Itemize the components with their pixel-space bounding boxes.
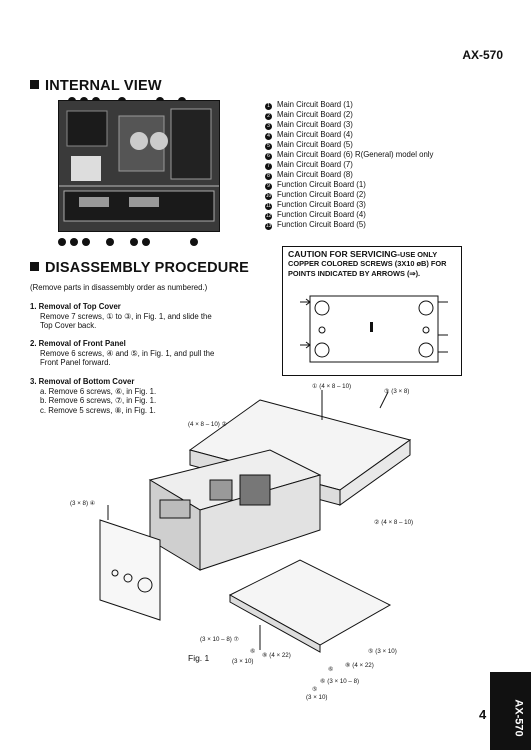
legend-item: 6 Main Circuit Board (6) R(General) model only xyxy=(265,150,433,160)
legend-item: 7 Main Circuit Board (7) xyxy=(265,160,433,170)
internal-view-illustration xyxy=(59,101,219,231)
screw-label: ⑧ (4 × 22) xyxy=(345,662,374,669)
internal-view-photo xyxy=(58,100,220,232)
legend-item: 1 Main Circuit Board (1) xyxy=(265,100,433,110)
callout-marker-icon xyxy=(130,238,138,246)
figure-caption: Fig. 1 xyxy=(188,653,210,663)
side-tab: AX-570 xyxy=(490,672,531,750)
callout-marker-icon xyxy=(142,238,150,246)
page-number: 4 xyxy=(479,707,487,722)
screw-label: ⑥ (3 × 10 – 8) xyxy=(320,678,360,685)
legend-item: 5 Main Circuit Board (5) xyxy=(265,140,433,150)
callout-marker-icon xyxy=(82,238,90,246)
screw-label: ⑥ xyxy=(250,648,256,655)
step-front-panel: 2. Removal of Front Panel Remove 6 screws, ④ and ⑤, in Fig. 1, and pull the Front Panel forward. xyxy=(30,339,215,368)
legend-item: 3 Main Circuit Board (3) xyxy=(265,120,433,130)
legend-item: 2 Main Circuit Board (2) xyxy=(265,110,433,120)
legend-item: 10 Function Circuit Board (2) xyxy=(265,190,366,199)
screw-label: ③ (3 × 8) xyxy=(384,388,410,395)
legend-item: 9 Function Circuit Board (1) xyxy=(265,180,433,190)
screw-label: (3 × 10 – 8) ⑦ xyxy=(200,636,240,643)
callout-marker-icon xyxy=(106,238,114,246)
screw-label: (3 × 8) ④ xyxy=(70,500,96,507)
legend-item: 8 Main Circuit Board (8) xyxy=(265,170,433,180)
screw-label: ⑥ xyxy=(328,666,334,673)
screw-label: ⑧ (4 × 22) xyxy=(262,652,291,659)
screw-label: (3 × 10) xyxy=(232,658,254,665)
callout-marker-icon xyxy=(58,238,66,246)
internal-view-heading: INTERNAL VIEW xyxy=(30,78,162,94)
exploded-view-figure xyxy=(90,380,430,680)
legend-item: 11 Function Circuit Board (3) xyxy=(265,200,366,209)
bullet-square-icon xyxy=(30,262,39,271)
board-legend xyxy=(265,100,433,230)
screw-label: ② (4 × 8 – 10) xyxy=(374,519,414,526)
callout-marker-icon xyxy=(190,238,198,246)
callout-marker-icon xyxy=(70,238,78,246)
legend-item: 12 Function Circuit Board (4) xyxy=(265,210,366,219)
screw-label: ⑤ (3 × 10) xyxy=(368,648,397,655)
bullet-square-icon xyxy=(30,80,39,89)
bottom-callouts xyxy=(58,233,202,251)
screw-label: ⑤ xyxy=(312,686,318,693)
screw-label: (4 × 8 – 10) ② xyxy=(188,421,228,428)
legend-item: 4 Main Circuit Board (4) xyxy=(265,130,433,140)
screw-label: ① (4 × 8 – 10) xyxy=(312,383,352,390)
screw-label: (3 × 10) xyxy=(306,694,328,701)
caution-diagram xyxy=(300,290,450,368)
disassembly-note: (Remove parts in disassembly order as numbered.) xyxy=(30,283,208,292)
caution-text: CAUTION FOR SERVICING-USE ONLY COPPER COLORED SCREWS (3X10 øB) FOR POINTS INDICATED BY ARROWS (⇒). xyxy=(288,249,447,278)
disassembly-heading: DISASSEMBLY PROCEDURE xyxy=(30,260,249,276)
model-number: AX-570 xyxy=(462,48,503,62)
legend-item: 13 Function Circuit Board (5) xyxy=(265,220,366,229)
step-bottom-cover: 3. Removal of Bottom Cover a. Remove 6 screws, ⑥, in Fig. 1. b. Remove 6 screws, ⑦, in Fig. 1. c. Remove 5 screws, ⑧, in Fig. 1. xyxy=(30,377,157,415)
step-top-cover: 1. Removal of Top Cover Remove 7 screws, ① to ③, in Fig. 1, and slide the Top Cover back. xyxy=(30,302,212,331)
